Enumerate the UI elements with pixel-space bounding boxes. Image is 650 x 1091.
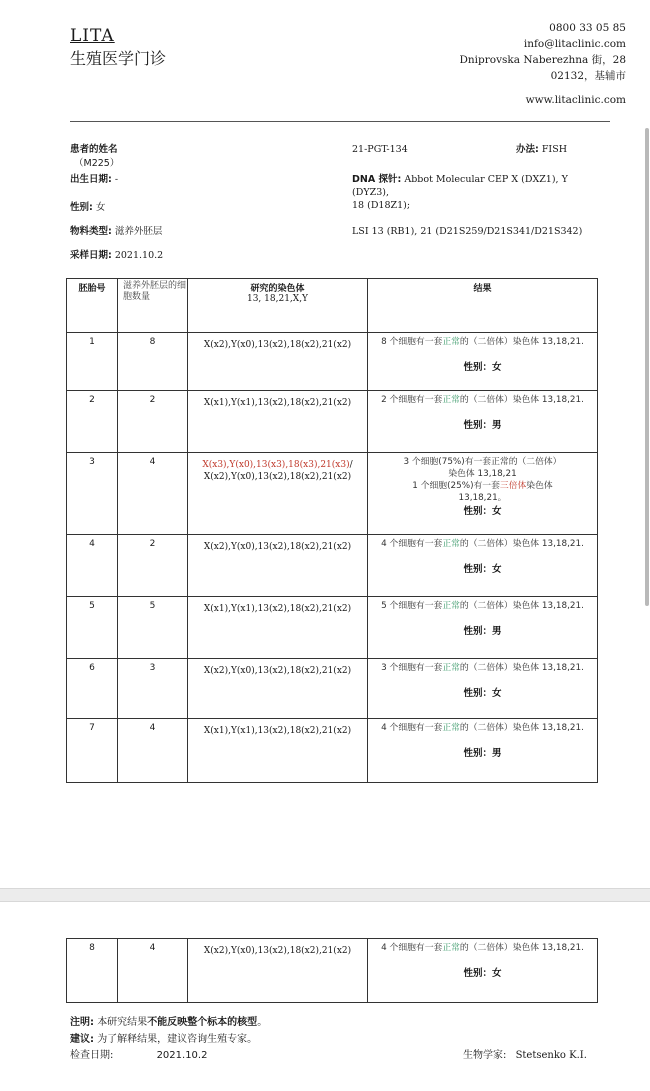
dna-probe-label: DNA 探针: [352,174,402,185]
cell-count: 2 [118,535,188,597]
result-text: 的（二倍体）染色体 13,18,21. [459,337,584,347]
embryo-id: 7 [67,719,118,783]
embryo-sex: 性别：男 [463,748,502,759]
result-normal: 正常 [442,943,460,953]
header-divider [70,121,610,122]
results-table [66,278,598,783]
embryo-sex: 性别：女 [463,688,502,699]
method-value: FISH [541,144,567,155]
embryo-sex: 性别：女 [463,564,502,575]
karyotype: X(x2),Y(x0),13(x2),18(x2),21(x2) [188,535,368,597]
result-cell [368,659,598,719]
clinic-name: 生殖医学门诊 [70,49,167,68]
exam-date-value: 2021.10.2 [156,1050,208,1061]
result-normal: 正常 [442,395,460,405]
cell-count: 4 [118,453,188,535]
karyotype: X(x1),Y(x1),13(x2),18(x2),21(x2) [188,719,368,783]
cell-count: 2 [118,391,188,453]
patient-name-field [70,143,118,156]
embryo-sex: 性别：男 [463,626,502,637]
note-end: 。 [257,1017,268,1028]
result-normal: 正常 [442,337,460,347]
cell-count: 8 [118,333,188,391]
clinic-phone: 0800 33 05 85 [549,22,626,34]
result-text: 的（二倍体）染色体 13,18,21. [459,539,584,549]
table-row [67,333,598,391]
advice-text: 为了解释结果，建议咨询生殖专家。 [97,1034,258,1045]
result-triploid: 三倍体 [499,481,527,491]
embryo-sex: 性别：女 [463,506,502,517]
header-result: 结果 [368,279,598,333]
embryo-id: 6 [67,659,118,719]
dob-value: - [114,174,119,185]
result-cell [368,719,598,783]
result-text: 1 个细胞(25%)有一套 [412,481,500,491]
biologist-line [463,1048,587,1063]
report-page-2 [0,902,650,1091]
karyotype-separator: / [349,460,353,470]
result-text: 的（二倍体）染色体 13,18,21. [459,943,584,953]
method-field [516,143,567,156]
result-normal: 正常 [442,723,460,733]
result-cell [368,391,598,453]
table-row [67,659,598,719]
result-text: 13,18,21。 [458,493,507,503]
result-text: 4 个细胞有一套 [381,539,443,549]
karyotype-normal: X(x2),Y(x0),13(x2),18(x2),21(x2) [203,472,352,482]
case-id: 21-PGT-134 [352,144,408,155]
exam-date-line [70,1048,207,1063]
embryo-id: 3 [67,453,118,535]
sex-value: 女 [95,202,106,213]
clinic-website: www.litaclinic.com [525,94,626,106]
advice-label: 建议: [70,1034,94,1045]
karyotype: X(x2),Y(x0),13(x2),18(x2),21(x2) [188,939,368,1003]
dob-field [70,173,118,186]
embryo-sex: 性别：女 [463,968,502,979]
result-line-triploid [368,480,597,492]
embryo-sex: 性别：女 [463,362,502,373]
result-normal: 正常 [442,663,460,673]
dna-probe-field [352,173,592,186]
patient-name-value: （M225） [74,158,120,169]
material-label: 物料类型: [70,226,112,237]
results-table-continued [66,938,598,1003]
page-break [0,888,650,902]
sampling-date-field [70,249,163,262]
karyotype: X(x2),Y(x0),13(x2),18(x2),21(x2) [188,659,368,719]
patient-name-label: 患者的姓名 [70,144,118,155]
note-text: 本研究结果 [97,1017,148,1028]
result-text: 的（二倍体）染色体 13,18,21. [459,601,584,611]
clinic-email: info@litaclinic.com [523,38,626,50]
result-cell [368,597,598,659]
karyotype [188,453,368,535]
table-row [67,719,598,783]
karyotype: X(x1),Y(x1),13(x2),18(x2),21(x2) [188,391,368,453]
result-cell [368,453,598,535]
table-row [67,597,598,659]
method-label: 办法: [516,144,539,155]
table-header-row [67,279,598,333]
embryo-sex: 性别：男 [463,420,502,431]
note-line [70,1015,267,1030]
sampling-date-label: 采样日期: [70,250,112,261]
result-text: 4 个细胞有一套 [381,723,443,733]
cell-count: 4 [118,939,188,1003]
exam-date-label: 检查日期: [70,1050,114,1061]
result-cell [368,333,598,391]
result-cell [368,939,598,1003]
result-text: 的（二倍体）染色体 13,18,21. [459,663,584,673]
dob-label: 出生日期: [70,174,112,185]
result-normal: 正常 [442,539,460,549]
header-embryo: 胚胎号 [67,279,118,333]
result-text: 8 个细胞有一套 [381,337,443,347]
result-text: 4 个细胞有一套 [381,943,443,953]
note-label: 注明: [70,1017,94,1028]
embryo-id: 4 [67,535,118,597]
sampling-date-value: 2021.10.2 [114,250,164,261]
biologist-name: Stetsenko K.I. [515,1050,587,1061]
material-value: 滋养外胚层 [114,226,163,237]
header-chromosomes-list: 13, 18,21,X,Y [246,294,308,304]
header-chromosomes-title: 研究的染色体 [250,284,305,294]
cell-count: 4 [118,719,188,783]
result-text: 的（二倍体）染色体 13,18,21. [459,395,584,405]
dna-probe-line4: LSI 13 (RB1), 21 (D21S259/D21S341/D21S342) [352,226,583,237]
result-text: 2 个细胞有一套 [381,395,443,405]
clinic-logo: LITA [70,26,115,46]
material-field [70,225,162,238]
result-cell [368,535,598,597]
result-text: 染色体 13,18,21 [448,469,517,479]
result-text: 3 个细胞有一套 [381,663,443,673]
dna-probe-line3: 18 (D18Z1); [352,200,411,211]
table-row [67,453,598,535]
note-emphasis: 不能反映整个标本的核型 [147,1017,258,1028]
embryo-id: 8 [67,939,118,1003]
result-normal: 正常 [442,601,460,611]
header-cell-count: 滋养外胚层的细胞数量 [118,279,188,333]
clinic-address-line1: Dniprovska Naberezhna 街，28 [459,54,626,66]
biologist-label: 生物学家: [463,1050,507,1061]
result-text: 5 个细胞有一套 [381,601,443,611]
sex-label: 性别: [70,202,93,213]
karyotype: X(x2),Y(x0),13(x2),18(x2),21(x2) [188,333,368,391]
result-text: 3 个细胞(75%)有一套正常的（二倍体） [403,457,562,467]
result-text: 染色体 [526,481,553,491]
clinic-address-line2: 02132，基辅市 [550,70,626,82]
table-row [67,391,598,453]
clinic-contact [459,20,626,84]
advice-line [70,1032,257,1047]
scrollbar-thumb[interactable] [645,128,649,606]
embryo-id: 5 [67,597,118,659]
karyotype-abnormal: X(x3),Y(x0),13(x3),18(x3),21(x3) [202,460,350,470]
result-text: 的（二倍体）染色体 13,18,21. [459,723,584,733]
dna-probe-line2: (DYZ3), [352,187,389,198]
header-chromosomes [188,279,368,333]
cell-count: 5 [118,597,188,659]
dna-probe-line1: Abbot Molecular CEP X (DXZ1), Y [404,174,568,185]
table-row [67,535,598,597]
embryo-id: 1 [67,333,118,391]
sex-field [70,201,105,214]
cell-count: 3 [118,659,188,719]
embryo-id: 2 [67,391,118,453]
karyotype: X(x1),Y(x1),13(x2),18(x2),21(x2) [188,597,368,659]
table-row [67,939,598,1003]
